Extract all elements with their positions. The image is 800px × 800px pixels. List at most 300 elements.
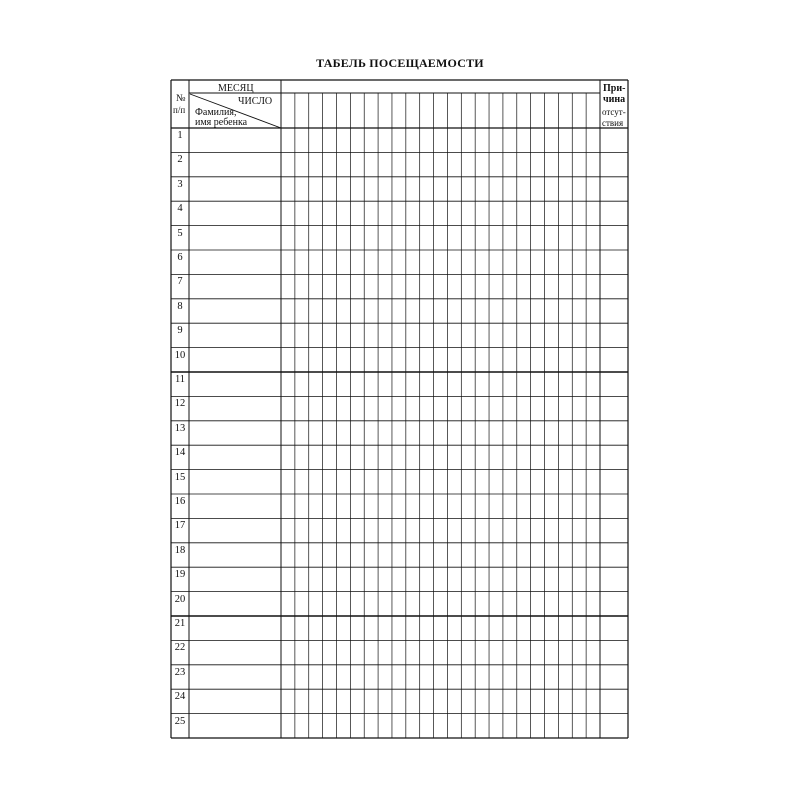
attendance-day-cell[interactable]: [559, 666, 572, 688]
attendance-day-cell[interactable]: [392, 251, 405, 273]
attendance-day-cell[interactable]: [503, 690, 516, 712]
absence-reason-cell[interactable]: [601, 715, 627, 737]
attendance-day-cell[interactable]: [323, 471, 336, 493]
child-name-cell[interactable]: [190, 422, 280, 444]
attendance-day-cell[interactable]: [573, 397, 586, 419]
attendance-day-cell[interactable]: [531, 251, 544, 273]
attendance-day-cell[interactable]: [503, 544, 516, 566]
attendance-day-cell[interactable]: [587, 544, 600, 566]
attendance-day-cell[interactable]: [309, 495, 322, 517]
attendance-day-cell[interactable]: [545, 519, 558, 541]
attendance-day-cell[interactable]: [531, 715, 544, 737]
attendance-day-cell[interactable]: [351, 446, 364, 468]
attendance-day-cell[interactable]: [392, 471, 405, 493]
attendance-day-cell[interactable]: [420, 202, 433, 224]
absence-reason-cell[interactable]: [601, 519, 627, 541]
attendance-day-cell[interactable]: [392, 641, 405, 663]
attendance-day-cell[interactable]: [323, 446, 336, 468]
attendance-day-cell[interactable]: [309, 153, 322, 175]
attendance-day-cell[interactable]: [462, 519, 475, 541]
absence-reason-cell[interactable]: [601, 397, 627, 419]
attendance-day-cell[interactable]: [448, 495, 461, 517]
attendance-day-cell[interactable]: [295, 495, 308, 517]
attendance-day-cell[interactable]: [406, 568, 419, 590]
attendance-day-cell[interactable]: [587, 495, 600, 517]
attendance-day-cell[interactable]: [490, 617, 503, 639]
attendance-day-cell[interactable]: [323, 617, 336, 639]
attendance-day-cell[interactable]: [351, 300, 364, 322]
attendance-day-cell[interactable]: [406, 251, 419, 273]
attendance-day-cell[interactable]: [503, 300, 516, 322]
attendance-day-cell[interactable]: [337, 666, 350, 688]
attendance-day-cell[interactable]: [462, 227, 475, 249]
attendance-day-cell[interactable]: [309, 178, 322, 200]
absence-reason-cell[interactable]: [601, 324, 627, 346]
attendance-day-cell[interactable]: [420, 593, 433, 615]
attendance-day-cell[interactable]: [282, 275, 295, 297]
attendance-day-cell[interactable]: [531, 495, 544, 517]
attendance-day-cell[interactable]: [462, 641, 475, 663]
attendance-day-cell[interactable]: [351, 349, 364, 371]
attendance-day-cell[interactable]: [531, 153, 544, 175]
attendance-day-cell[interactable]: [392, 519, 405, 541]
attendance-day-cell[interactable]: [517, 666, 530, 688]
attendance-day-cell[interactable]: [406, 275, 419, 297]
attendance-day-cell[interactable]: [434, 519, 447, 541]
attendance-day-cell[interactable]: [365, 519, 378, 541]
attendance-day-cell[interactable]: [323, 544, 336, 566]
attendance-day-cell[interactable]: [309, 202, 322, 224]
absence-reason-cell[interactable]: [601, 349, 627, 371]
attendance-day-cell[interactable]: [351, 178, 364, 200]
attendance-day-cell[interactable]: [587, 202, 600, 224]
attendance-day-cell[interactable]: [365, 202, 378, 224]
attendance-day-cell[interactable]: [434, 227, 447, 249]
attendance-day-cell[interactable]: [420, 251, 433, 273]
attendance-day-cell[interactable]: [559, 446, 572, 468]
attendance-day-cell[interactable]: [587, 641, 600, 663]
attendance-day-cell[interactable]: [448, 617, 461, 639]
attendance-day-cell[interactable]: [420, 373, 433, 395]
attendance-day-cell[interactable]: [337, 129, 350, 151]
attendance-day-cell[interactable]: [559, 153, 572, 175]
attendance-day-cell[interactable]: [323, 666, 336, 688]
attendance-day-cell[interactable]: [490, 300, 503, 322]
attendance-day-cell[interactable]: [365, 593, 378, 615]
attendance-day-cell[interactable]: [434, 471, 447, 493]
attendance-day-cell[interactable]: [490, 397, 503, 419]
attendance-day-cell[interactable]: [462, 446, 475, 468]
attendance-day-cell[interactable]: [309, 568, 322, 590]
child-name-cell[interactable]: [190, 178, 280, 200]
attendance-day-cell[interactable]: [531, 617, 544, 639]
attendance-day-cell[interactable]: [337, 153, 350, 175]
attendance-day-cell[interactable]: [545, 275, 558, 297]
attendance-day-cell[interactable]: [545, 593, 558, 615]
attendance-day-cell[interactable]: [323, 690, 336, 712]
attendance-day-cell[interactable]: [379, 324, 392, 346]
absence-reason-cell[interactable]: [601, 300, 627, 322]
child-name-cell[interactable]: [190, 495, 280, 517]
attendance-day-cell[interactable]: [379, 178, 392, 200]
attendance-day-cell[interactable]: [406, 129, 419, 151]
attendance-day-cell[interactable]: [323, 641, 336, 663]
attendance-day-cell[interactable]: [517, 593, 530, 615]
attendance-day-cell[interactable]: [351, 544, 364, 566]
attendance-day-cell[interactable]: [573, 593, 586, 615]
attendance-day-cell[interactable]: [476, 544, 489, 566]
absence-reason-cell[interactable]: [601, 690, 627, 712]
attendance-day-cell[interactable]: [295, 397, 308, 419]
attendance-day-cell[interactable]: [462, 690, 475, 712]
attendance-day-cell[interactable]: [573, 617, 586, 639]
attendance-day-cell[interactable]: [337, 275, 350, 297]
attendance-day-cell[interactable]: [420, 153, 433, 175]
attendance-day-cell[interactable]: [434, 373, 447, 395]
attendance-day-cell[interactable]: [448, 153, 461, 175]
absence-reason-cell[interactable]: [601, 568, 627, 590]
attendance-day-cell[interactable]: [490, 373, 503, 395]
attendance-day-cell[interactable]: [462, 495, 475, 517]
attendance-day-cell[interactable]: [309, 349, 322, 371]
attendance-day-cell[interactable]: [365, 422, 378, 444]
attendance-day-cell[interactable]: [462, 715, 475, 737]
attendance-day-cell[interactable]: [559, 690, 572, 712]
absence-reason-cell[interactable]: [601, 544, 627, 566]
attendance-day-cell[interactable]: [434, 690, 447, 712]
attendance-day-cell[interactable]: [476, 690, 489, 712]
attendance-day-cell[interactable]: [517, 349, 530, 371]
attendance-day-cell[interactable]: [476, 617, 489, 639]
attendance-day-cell[interactable]: [573, 300, 586, 322]
attendance-day-cell[interactable]: [503, 349, 516, 371]
attendance-day-cell[interactable]: [420, 495, 433, 517]
attendance-day-cell[interactable]: [351, 129, 364, 151]
attendance-day-cell[interactable]: [448, 666, 461, 688]
attendance-day-cell[interactable]: [351, 202, 364, 224]
attendance-day-cell[interactable]: [462, 275, 475, 297]
attendance-day-cell[interactable]: [434, 617, 447, 639]
attendance-day-cell[interactable]: [420, 422, 433, 444]
attendance-day-cell[interactable]: [392, 397, 405, 419]
child-name-cell[interactable]: [190, 519, 280, 541]
attendance-day-cell[interactable]: [587, 690, 600, 712]
attendance-day-cell[interactable]: [573, 666, 586, 688]
child-name-cell[interactable]: [190, 129, 280, 151]
attendance-day-cell[interactable]: [587, 422, 600, 444]
attendance-day-cell[interactable]: [476, 275, 489, 297]
attendance-day-cell[interactable]: [351, 593, 364, 615]
attendance-day-cell[interactable]: [392, 129, 405, 151]
attendance-day-cell[interactable]: [282, 568, 295, 590]
attendance-day-cell[interactable]: [531, 373, 544, 395]
attendance-day-cell[interactable]: [434, 422, 447, 444]
attendance-day-cell[interactable]: [392, 349, 405, 371]
attendance-day-cell[interactable]: [503, 568, 516, 590]
attendance-day-cell[interactable]: [476, 446, 489, 468]
attendance-day-cell[interactable]: [462, 544, 475, 566]
attendance-day-cell[interactable]: [379, 471, 392, 493]
child-name-cell[interactable]: [190, 568, 280, 590]
attendance-day-cell[interactable]: [309, 300, 322, 322]
attendance-day-cell[interactable]: [365, 641, 378, 663]
attendance-day-cell[interactable]: [282, 422, 295, 444]
attendance-day-cell[interactable]: [545, 690, 558, 712]
attendance-day-cell[interactable]: [448, 227, 461, 249]
attendance-day-cell[interactable]: [559, 568, 572, 590]
attendance-day-cell[interactable]: [282, 715, 295, 737]
attendance-day-cell[interactable]: [434, 153, 447, 175]
attendance-day-cell[interactable]: [587, 446, 600, 468]
attendance-day-cell[interactable]: [448, 593, 461, 615]
attendance-day-cell[interactable]: [573, 568, 586, 590]
attendance-day-cell[interactable]: [392, 300, 405, 322]
attendance-day-cell[interactable]: [309, 373, 322, 395]
attendance-day-cell[interactable]: [531, 519, 544, 541]
attendance-day-cell[interactable]: [365, 324, 378, 346]
attendance-day-cell[interactable]: [448, 471, 461, 493]
attendance-day-cell[interactable]: [323, 568, 336, 590]
attendance-day-cell[interactable]: [406, 178, 419, 200]
attendance-day-cell[interactable]: [531, 397, 544, 419]
attendance-day-cell[interactable]: [587, 373, 600, 395]
attendance-day-cell[interactable]: [309, 324, 322, 346]
attendance-day-cell[interactable]: [587, 593, 600, 615]
attendance-day-cell[interactable]: [282, 446, 295, 468]
attendance-day-cell[interactable]: [476, 715, 489, 737]
attendance-day-cell[interactable]: [406, 715, 419, 737]
absence-reason-cell[interactable]: [601, 446, 627, 468]
attendance-day-cell[interactable]: [406, 202, 419, 224]
attendance-day-cell[interactable]: [573, 349, 586, 371]
attendance-day-cell[interactable]: [351, 641, 364, 663]
attendance-day-cell[interactable]: [573, 715, 586, 737]
attendance-day-cell[interactable]: [503, 641, 516, 663]
attendance-day-cell[interactable]: [379, 349, 392, 371]
attendance-day-cell[interactable]: [448, 544, 461, 566]
attendance-day-cell[interactable]: [573, 544, 586, 566]
attendance-day-cell[interactable]: [337, 690, 350, 712]
attendance-day-cell[interactable]: [309, 446, 322, 468]
attendance-day-cell[interactable]: [559, 617, 572, 639]
attendance-day-cell[interactable]: [365, 471, 378, 493]
attendance-day-cell[interactable]: [309, 471, 322, 493]
attendance-day-cell[interactable]: [282, 227, 295, 249]
attendance-day-cell[interactable]: [517, 275, 530, 297]
attendance-day-cell[interactable]: [559, 275, 572, 297]
attendance-day-cell[interactable]: [420, 227, 433, 249]
attendance-day-cell[interactable]: [406, 617, 419, 639]
child-name-cell[interactable]: [190, 446, 280, 468]
attendance-day-cell[interactable]: [559, 495, 572, 517]
attendance-day-cell[interactable]: [462, 178, 475, 200]
attendance-day-cell[interactable]: [545, 641, 558, 663]
attendance-day-cell[interactable]: [462, 300, 475, 322]
attendance-day-cell[interactable]: [503, 202, 516, 224]
child-name-cell[interactable]: [190, 227, 280, 249]
attendance-day-cell[interactable]: [587, 227, 600, 249]
attendance-day-cell[interactable]: [573, 373, 586, 395]
absence-reason-cell[interactable]: [601, 471, 627, 493]
attendance-day-cell[interactable]: [587, 275, 600, 297]
attendance-day-cell[interactable]: [531, 471, 544, 493]
attendance-day-cell[interactable]: [587, 471, 600, 493]
attendance-day-cell[interactable]: [490, 641, 503, 663]
attendance-day-cell[interactable]: [309, 593, 322, 615]
attendance-day-cell[interactable]: [379, 617, 392, 639]
attendance-day-cell[interactable]: [323, 202, 336, 224]
attendance-day-cell[interactable]: [295, 300, 308, 322]
attendance-day-cell[interactable]: [545, 397, 558, 419]
attendance-day-cell[interactable]: [573, 519, 586, 541]
attendance-day-cell[interactable]: [559, 202, 572, 224]
attendance-day-cell[interactable]: [559, 227, 572, 249]
attendance-day-cell[interactable]: [365, 178, 378, 200]
attendance-day-cell[interactable]: [587, 324, 600, 346]
attendance-day-cell[interactable]: [448, 202, 461, 224]
attendance-day-cell[interactable]: [559, 251, 572, 273]
attendance-day-cell[interactable]: [434, 202, 447, 224]
child-name-cell[interactable]: [190, 397, 280, 419]
attendance-day-cell[interactable]: [517, 495, 530, 517]
attendance-day-cell[interactable]: [587, 715, 600, 737]
attendance-day-cell[interactable]: [462, 617, 475, 639]
attendance-day-cell[interactable]: [462, 349, 475, 371]
attendance-day-cell[interactable]: [573, 471, 586, 493]
attendance-day-cell[interactable]: [573, 178, 586, 200]
attendance-day-cell[interactable]: [351, 153, 364, 175]
attendance-day-cell[interactable]: [379, 666, 392, 688]
attendance-day-cell[interactable]: [434, 275, 447, 297]
attendance-day-cell[interactable]: [351, 666, 364, 688]
attendance-day-cell[interactable]: [517, 471, 530, 493]
attendance-day-cell[interactable]: [351, 715, 364, 737]
attendance-day-cell[interactable]: [392, 202, 405, 224]
attendance-day-cell[interactable]: [392, 178, 405, 200]
attendance-day-cell[interactable]: [503, 715, 516, 737]
attendance-day-cell[interactable]: [392, 422, 405, 444]
attendance-day-cell[interactable]: [323, 349, 336, 371]
attendance-day-cell[interactable]: [531, 300, 544, 322]
attendance-day-cell[interactable]: [337, 495, 350, 517]
attendance-day-cell[interactable]: [323, 178, 336, 200]
attendance-day-cell[interactable]: [337, 397, 350, 419]
attendance-day-cell[interactable]: [476, 129, 489, 151]
attendance-day-cell[interactable]: [545, 349, 558, 371]
attendance-day-cell[interactable]: [476, 227, 489, 249]
attendance-day-cell[interactable]: [531, 666, 544, 688]
attendance-day-cell[interactable]: [337, 178, 350, 200]
attendance-day-cell[interactable]: [587, 349, 600, 371]
attendance-day-cell[interactable]: [351, 568, 364, 590]
attendance-day-cell[interactable]: [434, 300, 447, 322]
attendance-day-cell[interactable]: [309, 641, 322, 663]
attendance-day-cell[interactable]: [490, 324, 503, 346]
attendance-day-cell[interactable]: [531, 227, 544, 249]
attendance-day-cell[interactable]: [309, 422, 322, 444]
attendance-day-cell[interactable]: [365, 153, 378, 175]
attendance-day-cell[interactable]: [531, 178, 544, 200]
attendance-day-cell[interactable]: [573, 202, 586, 224]
attendance-day-cell[interactable]: [531, 422, 544, 444]
attendance-day-cell[interactable]: [379, 153, 392, 175]
attendance-day-cell[interactable]: [448, 251, 461, 273]
attendance-day-cell[interactable]: [545, 202, 558, 224]
attendance-day-cell[interactable]: [295, 446, 308, 468]
attendance-day-cell[interactable]: [309, 251, 322, 273]
attendance-day-cell[interactable]: [434, 593, 447, 615]
attendance-day-cell[interactable]: [587, 153, 600, 175]
attendance-day-cell[interactable]: [490, 275, 503, 297]
attendance-day-cell[interactable]: [587, 251, 600, 273]
attendance-day-cell[interactable]: [392, 153, 405, 175]
attendance-day-cell[interactable]: [282, 593, 295, 615]
attendance-day-cell[interactable]: [476, 178, 489, 200]
attendance-day-cell[interactable]: [337, 471, 350, 493]
attendance-day-cell[interactable]: [351, 617, 364, 639]
attendance-day-cell[interactable]: [379, 373, 392, 395]
child-name-cell[interactable]: [190, 251, 280, 273]
attendance-day-cell[interactable]: [365, 349, 378, 371]
attendance-day-cell[interactable]: [406, 349, 419, 371]
attendance-day-cell[interactable]: [434, 641, 447, 663]
attendance-day-cell[interactable]: [392, 324, 405, 346]
attendance-day-cell[interactable]: [406, 495, 419, 517]
attendance-day-cell[interactable]: [323, 153, 336, 175]
attendance-day-cell[interactable]: [573, 275, 586, 297]
attendance-day-cell[interactable]: [476, 422, 489, 444]
attendance-day-cell[interactable]: [587, 568, 600, 590]
attendance-day-cell[interactable]: [434, 397, 447, 419]
attendance-day-cell[interactable]: [476, 202, 489, 224]
attendance-day-cell[interactable]: [365, 568, 378, 590]
attendance-day-cell[interactable]: [559, 397, 572, 419]
attendance-day-cell[interactable]: [476, 153, 489, 175]
attendance-day-cell[interactable]: [420, 666, 433, 688]
attendance-day-cell[interactable]: [337, 202, 350, 224]
attendance-day-cell[interactable]: [351, 373, 364, 395]
attendance-day-cell[interactable]: [448, 715, 461, 737]
child-name-cell[interactable]: [190, 471, 280, 493]
attendance-day-cell[interactable]: [379, 495, 392, 517]
attendance-day-cell[interactable]: [379, 519, 392, 541]
attendance-day-cell[interactable]: [337, 617, 350, 639]
attendance-day-cell[interactable]: [282, 300, 295, 322]
attendance-day-cell[interactable]: [545, 129, 558, 151]
child-name-cell[interactable]: [190, 593, 280, 615]
attendance-day-cell[interactable]: [476, 495, 489, 517]
attendance-day-cell[interactable]: [503, 495, 516, 517]
attendance-day-cell[interactable]: [434, 324, 447, 346]
attendance-day-cell[interactable]: [392, 544, 405, 566]
attendance-day-cell[interactable]: [448, 324, 461, 346]
attendance-day-cell[interactable]: [295, 349, 308, 371]
attendance-day-cell[interactable]: [295, 202, 308, 224]
attendance-day-cell[interactable]: [406, 471, 419, 493]
attendance-day-cell[interactable]: [503, 519, 516, 541]
attendance-day-cell[interactable]: [379, 544, 392, 566]
attendance-day-cell[interactable]: [476, 593, 489, 615]
attendance-day-cell[interactable]: [531, 690, 544, 712]
attendance-day-cell[interactable]: [573, 153, 586, 175]
attendance-day-cell[interactable]: [365, 397, 378, 419]
attendance-day-cell[interactable]: [531, 349, 544, 371]
attendance-day-cell[interactable]: [545, 666, 558, 688]
attendance-day-cell[interactable]: [420, 324, 433, 346]
absence-reason-cell[interactable]: [601, 593, 627, 615]
attendance-day-cell[interactable]: [434, 544, 447, 566]
attendance-day-cell[interactable]: [587, 666, 600, 688]
